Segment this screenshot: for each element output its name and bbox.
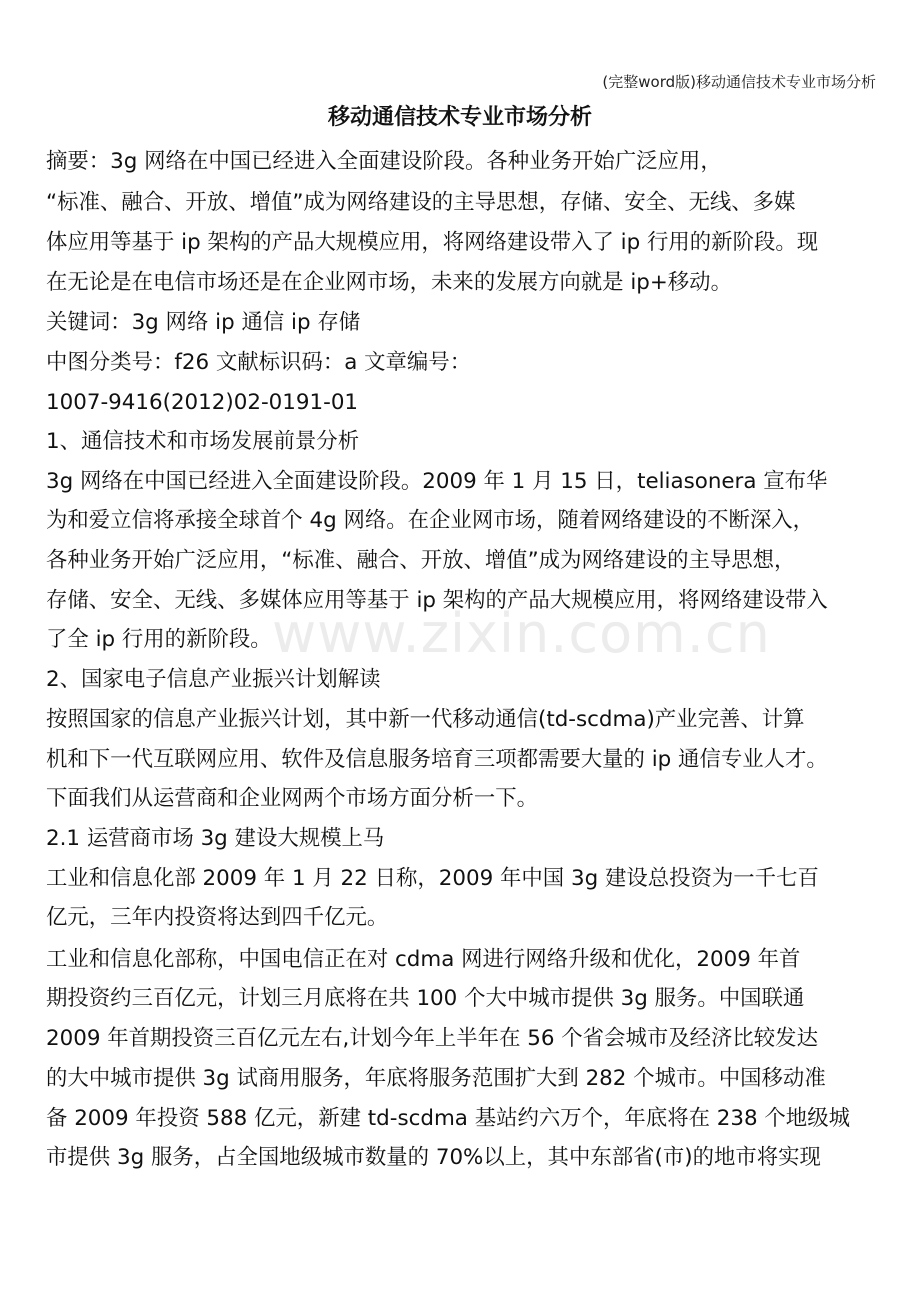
body-line-s1-1: 3g 网络在中国已经进入全面建设阶段。2009 年 1 月 15 日，teliasonera 宣布华 <box>46 469 828 494</box>
section-heading-2: 2、国家电子信息产业振兴计划解读 <box>46 667 381 692</box>
body-line-s21-2: 亿元，三年内投资将达到四千亿元。 <box>46 905 389 930</box>
body-line-s21-5: 2009 年首期投资三百亿元左右,计划今年上半年在 56 个省会城市及经济比较发达 <box>46 1026 818 1051</box>
body-line-keywords: 关键词：3g 网络 ip 通信 ip 存储 <box>46 310 361 335</box>
body-line-s2-1: 按照国家的信息产业振兴计划，其中新一代移动通信(td-scdma)产业完善、计算 <box>46 707 805 732</box>
body-line-s1-4: 存储、安全、无线、多媒体应用等基于 ip 架构的产品大规模应用，将网络建设带入 <box>46 588 828 613</box>
body-line-s1-2: 为和爱立信将承接全球首个 4g 网络。在企业网市场，随着网络建设的不断深入， <box>46 508 815 533</box>
section-heading-2-1: 2.1 运营商市场 3g 建设大规模上马 <box>46 826 385 851</box>
body-line-abstract-2: “标准、融合、开放、增值”成为网络建设的主导思想，存储、安全、无线、多媒 <box>46 190 796 215</box>
page-header-note: (完整word版)移动通信技术专业市场分析 <box>602 73 876 91</box>
document-title: 移动通信技术专业市场分析 <box>327 105 592 130</box>
body-line-s21-4: 期投资约三百亿元，计划三月底将在共 100 个大中城市提供 3g 服务。中国联通 <box>46 986 805 1011</box>
body-line-s21-7: 备 2009 年投资 588 亿元，新建 td-scdma 基站约六万个，年底将在 238 个地级城 <box>46 1106 850 1131</box>
body-line-classification: 中图分类号：f26 文献标识码：a 文章编号： <box>46 350 472 375</box>
section-heading-1: 1、通信技术和市场发展前景分析 <box>46 429 360 454</box>
body-line-s21-1: 工业和信息化部 2009 年 1 月 22 日称，2009 年中国 3g 建设总投资为一千七百 <box>46 866 819 891</box>
body-line-article-number: 1007-9416(2012)02-0191-01 <box>46 390 359 415</box>
body-line-s1-5: 了全 ip 行用的新阶段。 <box>46 627 272 652</box>
body-line-abstract-3: 体应用等基于 ip 架构的产品大规模应用，将网络建设带入了 ip 行用的新阶段。现 <box>46 230 819 255</box>
body-line-s21-8: 市提供 3g 服务，占全国地级城市数量的 70%以上，其中东部省(市)的地市将实现 <box>46 1145 821 1170</box>
body-line-s1-3: 各种业务开始广泛应用，“标准、融合、开放、增值”成为网络建设的主导思想， <box>46 548 796 573</box>
body-line-abstract-4: 在无论是在电信市场还是在企业网市场，未来的发展方向就是 ip+移动。 <box>46 270 732 295</box>
body-line-abstract-1: 摘要：3g 网络在中国已经进入全面建设阶段。各种业务开始广泛应用， <box>46 149 722 174</box>
body-line-s21-3: 工业和信息化部称，中国电信正在对 cdma 网进行网络升级和优化，2009 年首 <box>46 947 801 972</box>
body-line-s2-3: 下面我们从运营商和企业网两个市场方面分析一下。 <box>46 786 538 811</box>
body-line-s2-2: 机和下一代互联网应用、软件及信息服务培育三项都需要大量的 ip 通信专业人才。 <box>46 747 828 772</box>
watermark-text: www.zixin.com.cn <box>272 602 771 665</box>
body-line-s21-6: 的大中城市提供 3g 试商用服务，年底将服务范围扩大到 282 个城市。中国移动准 <box>46 1066 826 1091</box>
